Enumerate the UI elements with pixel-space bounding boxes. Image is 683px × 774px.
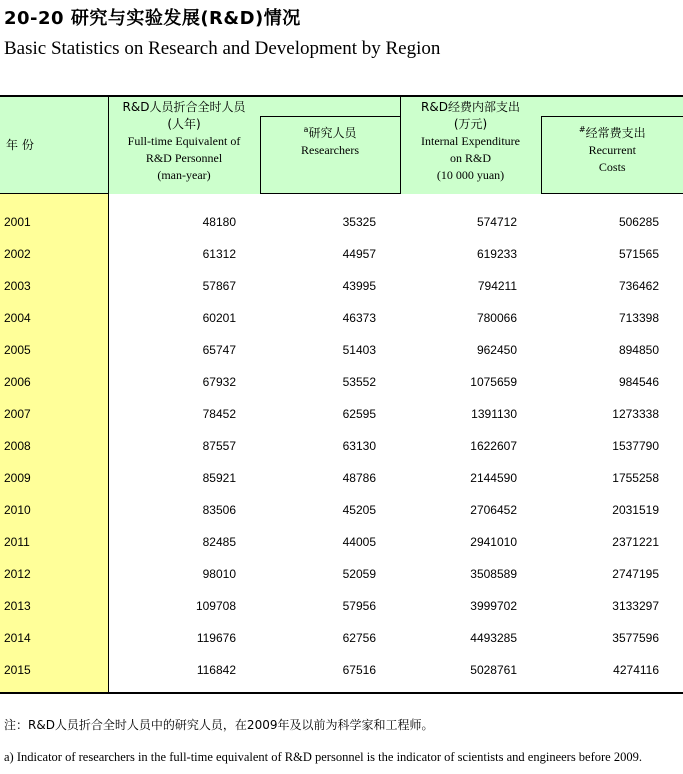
- year-cell: 2010: [0, 494, 108, 526]
- recurrent-header-en-2: Costs: [598, 160, 626, 174]
- expenditure-cell: 2941010: [470, 535, 517, 549]
- researchers-cell: 44005: [342, 535, 376, 549]
- year-cell: 2006: [0, 366, 108, 398]
- expenditure-header-en-2: on R&D: [449, 151, 491, 165]
- year-cell: 2015: [0, 654, 108, 693]
- researchers-cell: 45205: [342, 503, 376, 517]
- table-row: [0, 302, 683, 334]
- year-cell: 2014: [0, 622, 108, 654]
- expenditure-cell: 2144590: [470, 471, 517, 485]
- year-cell: 2009: [0, 462, 108, 494]
- table-row: [0, 462, 683, 494]
- recurrent-header-cn: 经常费支出: [585, 126, 646, 140]
- researchers-header-en: Researchers: [301, 143, 359, 157]
- year-cell: 2008: [0, 430, 108, 462]
- page-title-cn: 20-20 研究与实验发展(R&D)情况: [4, 8, 301, 29]
- recurrent-cell: 2747195: [612, 567, 659, 581]
- expenditure-cell: 794211: [477, 279, 517, 293]
- expenditure-cell: 962450: [476, 343, 517, 357]
- personnel-cell: 119676: [196, 631, 236, 645]
- recurrent-cell: 1273338: [612, 407, 659, 421]
- researchers-cell: 43995: [342, 279, 376, 293]
- table-row: [0, 590, 683, 622]
- recurrent-cell: 2031519: [612, 503, 659, 517]
- researchers-cell: 44957: [342, 247, 376, 261]
- expenditure-header-cn: R&D经费内部支出: [421, 100, 520, 114]
- expenditure-header-en-1: Internal Expenditure: [421, 134, 520, 148]
- year-cell: 2002: [0, 238, 108, 270]
- expenditure-cell: 3999702: [470, 599, 517, 613]
- personnel-cell: 85921: [202, 471, 236, 485]
- expenditure-cell: 4493285: [470, 631, 517, 645]
- expenditure-cell: 619233: [476, 247, 517, 261]
- expenditure-cell: 5028761: [470, 663, 517, 677]
- personnel-cell: 87557: [202, 439, 236, 453]
- footnote-cn: 注：R&D人员折合全时人员中的研究人员，在2009年及以前为科学家和工程师。: [4, 718, 434, 732]
- personnel-cell: 67932: [202, 375, 236, 389]
- recurrent-cell: 713398: [618, 311, 659, 325]
- researchers-cell: 52059: [342, 567, 376, 581]
- personnel-cell: 48180: [202, 214, 236, 229]
- expenditure-cell: 1075659: [470, 375, 517, 389]
- personnel-cell: 60201: [202, 311, 236, 325]
- year-cell: 2003: [0, 270, 108, 302]
- year-cell: 2011: [0, 526, 108, 558]
- table-row: [0, 194, 683, 239]
- expenditure-header: [400, 96, 541, 194]
- table-row: [0, 238, 683, 270]
- expenditure-cell: 2706452: [470, 503, 517, 517]
- table-row: [0, 526, 683, 558]
- recurrent-cell: 571565: [618, 247, 659, 261]
- personnel-unit-cn: (人年): [167, 117, 201, 131]
- personnel-cell: 57867: [202, 279, 236, 293]
- personnel-header-en-2: R&D Personnel: [145, 151, 223, 165]
- table-row: [0, 558, 683, 590]
- year-cell: 2001: [0, 194, 108, 239]
- year-cell: 2005: [0, 334, 108, 366]
- recurrent-cell: 506285: [618, 215, 659, 229]
- recurrent-cell: 2371221: [612, 535, 659, 549]
- researchers-header: [260, 117, 400, 194]
- personnel-cell: 65747: [202, 343, 236, 357]
- personnel-header-en-1: Full-time Equivalent of: [127, 134, 241, 148]
- expenditure-cell: 574712: [476, 214, 517, 229]
- researchers-cell: 62595: [342, 407, 376, 421]
- expenditure-group-spacer: [541, 96, 683, 117]
- researchers-cell: 51403: [342, 343, 376, 357]
- personnel-cell: 116842: [196, 663, 236, 677]
- expenditure-unit-en: (10 000 yuan): [436, 168, 505, 182]
- researchers-cell: 62756: [342, 631, 376, 645]
- year-cell: 2004: [0, 302, 108, 334]
- researchers-cell: 46373: [342, 311, 376, 325]
- recurrent-cell: 736462: [618, 279, 659, 293]
- personnel-group-spacer: [260, 96, 400, 117]
- researchers-cell: 63130: [342, 439, 376, 453]
- expenditure-cell: 3508589: [470, 567, 517, 581]
- researchers-footnote-mark: a: [303, 125, 309, 134]
- expenditure-cell: 1622607: [470, 439, 517, 453]
- table-row: [0, 654, 683, 693]
- page-title-en: Basic Statistics on Research and Development by Region: [4, 38, 441, 59]
- table-body: [0, 194, 683, 694]
- table-row: [0, 430, 683, 462]
- recurrent-cell: 894850: [618, 343, 659, 357]
- personnel-cell: 83506: [202, 503, 236, 517]
- recurrent-cell: 3133297: [612, 599, 659, 613]
- personnel-cell: 61312: [202, 247, 236, 261]
- personnel-cell: 98010: [202, 567, 236, 581]
- year-cell: 2013: [0, 590, 108, 622]
- personnel-cell: 109708: [195, 599, 236, 613]
- recurrent-cell: 1755258: [612, 471, 659, 485]
- recurrent-footnote-mark: #: [578, 125, 586, 134]
- personnel-unit-en: (man-year): [157, 168, 211, 182]
- personnel-cell: 82485: [202, 535, 236, 549]
- table-row: [0, 366, 683, 398]
- researchers-cell: 67516: [342, 663, 376, 677]
- table-row: [0, 398, 683, 430]
- expenditure-unit-cn: (万元): [453, 117, 488, 131]
- expenditure-cell: 780066: [476, 311, 517, 325]
- researchers-cell: 48786: [342, 471, 376, 485]
- personnel-header: [108, 96, 260, 194]
- personnel-cell: 78452: [202, 407, 236, 421]
- table-row: [0, 270, 683, 302]
- year-cell: 2012: [0, 558, 108, 590]
- recurrent-cell: 1537790: [612, 439, 659, 453]
- researchers-header-cn: 研究人员: [308, 126, 357, 140]
- statistics-table: [0, 95, 683, 694]
- recurrent-header-en-1: Recurrent: [588, 143, 636, 157]
- year-column-header: 年 份: [0, 96, 108, 194]
- table-row: [0, 334, 683, 366]
- personnel-header-cn: R&D人员折合全时人员: [122, 100, 246, 114]
- recurrent-cell: 4274116: [613, 663, 659, 677]
- year-cell: 2007: [0, 398, 108, 430]
- footnote-en: a) Indicator of researchers in the full-time equivalent of R&D personnel is the indicator of scientists and engineers before 2009.: [4, 750, 642, 764]
- researchers-cell: 35325: [342, 215, 376, 229]
- recurrent-cell: 984546: [618, 375, 659, 389]
- table-row: [0, 494, 683, 526]
- recurrent-header: [541, 117, 683, 194]
- researchers-cell: 57956: [342, 599, 376, 613]
- expenditure-cell: 1391130: [471, 407, 517, 421]
- researchers-cell: 53552: [342, 375, 376, 389]
- table-row: [0, 622, 683, 654]
- recurrent-cell: 3577596: [612, 631, 659, 645]
